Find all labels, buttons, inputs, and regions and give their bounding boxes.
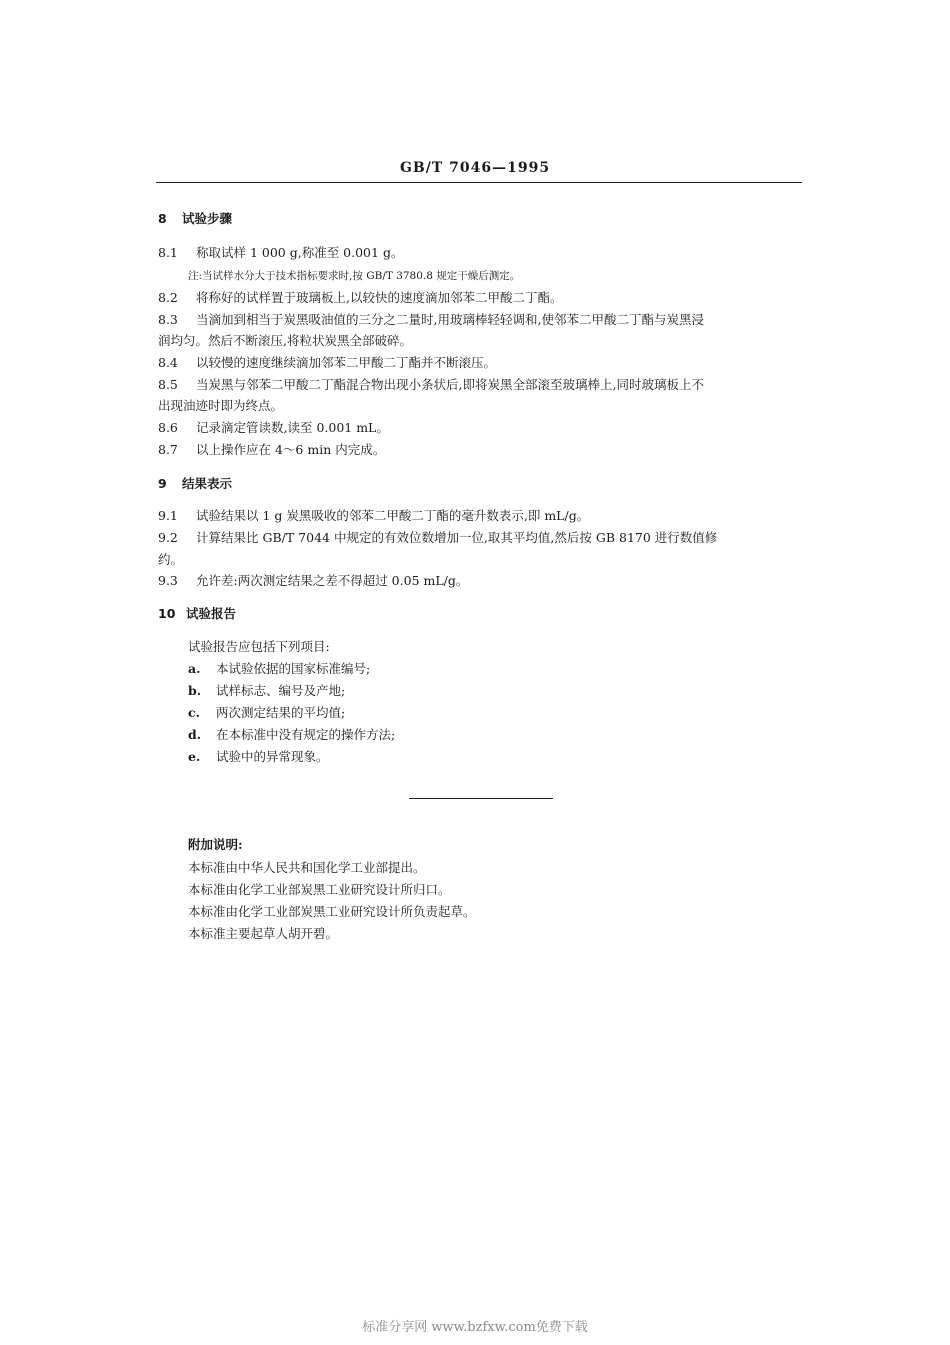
report-item-c	[188, 703, 832, 723]
clause-8-1-note: 注:当试样水分大于技术指标要求时,按 GB/T 3780.8 规定干燥后测定。	[188, 270, 521, 282]
section-divider	[409, 798, 553, 799]
section-title: 结果表示	[182, 476, 233, 491]
clause-number: 9.1	[158, 508, 178, 523]
clause-8-5	[158, 375, 802, 395]
item-label: b.	[188, 683, 202, 698]
clause-number: 8.7	[158, 442, 178, 457]
clause-number: 8.3	[158, 312, 178, 327]
item-text: 试样标志、编号及产地;	[216, 683, 346, 698]
item-label: a.	[188, 661, 201, 676]
item-text: 两次测定结果的平均值;	[216, 705, 346, 720]
report-intro: 试验报告应包括下列项目:	[188, 639, 330, 654]
section-title: 试验报告	[186, 606, 237, 621]
additional-note-line: 本标准由化学工业部炭黑工业研究设计所负责起草。	[188, 904, 476, 919]
clause-text: 将称好的试样置于玻璃板上,以较快的速度滴加邻苯二甲酸二丁酯。	[196, 290, 563, 305]
clause-8-1	[158, 243, 802, 263]
clause-8-7	[158, 440, 802, 460]
item-label: c.	[188, 705, 200, 720]
section-number: 9	[158, 476, 167, 491]
clause-text: 允许差:两次测定结果之差不得超过 0.05 mL/g。	[196, 573, 469, 588]
clause-9-3	[158, 571, 802, 591]
clause-text: 试验结果以 1 g 炭黑吸收的邻苯二甲酸二丁酯的毫升数表示,即 mL/g。	[196, 508, 590, 523]
clause-number: 8.6	[158, 420, 178, 435]
section-title: 试验步骤	[182, 211, 233, 226]
clause-8-2	[158, 288, 802, 308]
clause-text: 记录滴定管读数,读至 0.001 mL。	[196, 420, 389, 435]
clause-9-1	[158, 506, 802, 526]
clause-number: 9.2	[158, 530, 178, 545]
header-rule	[156, 182, 802, 183]
standard-code-header: GB/T 7046—1995	[399, 160, 551, 176]
clause-text: 当滴加到相当于炭黑吸油值的三分之二量时,用玻璃棒轻轻调和,使邻苯二甲酸二丁酯与炭黑浸	[196, 312, 704, 327]
report-item-b	[188, 681, 832, 701]
clause-text: 当炭黑与邻苯二甲酸二丁酯混合物出现小条状后,即将炭黑全部滚至玻璃棒上,同时玻璃板上不	[196, 377, 704, 392]
item-text: 本试验依据的国家标准编号;	[216, 661, 371, 676]
item-text: 在本标准中没有规定的操作方法;	[216, 727, 396, 742]
clause-text: 计算结果比 GB/T 7044 中规定的有效位数增加一位,取其平均值,然后按 GB 8170 进行数值修	[196, 530, 718, 545]
additional-notes-title: 附加说明:	[188, 837, 243, 852]
clause-number: 8.2	[158, 290, 178, 305]
additional-note-line: 本标准由中华人民共和国化学工业部提出。	[188, 860, 426, 875]
clause-text: 以上操作应在 4～6 min 内完成。	[196, 442, 386, 457]
clause-8-5-continued: 出现油迹时即为终点。	[158, 398, 284, 413]
additional-note-line: 本标准主要起草人胡开碧。	[188, 926, 339, 941]
section-number: 8	[158, 211, 167, 226]
clause-8-3-continued: 润均匀。然后不断滚压,将粒状炭黑全部破碎。	[158, 333, 412, 348]
section-8-heading	[158, 209, 802, 229]
clause-8-4	[158, 353, 802, 373]
section-10-heading	[158, 604, 802, 624]
clause-8-3	[158, 310, 802, 330]
clause-9-2	[158, 528, 802, 548]
watermark-footer: 标准分享网 www.bzfxw.com免费下载	[362, 1320, 588, 1335]
item-text: 试验中的异常现象。	[216, 749, 329, 764]
item-label: d.	[188, 727, 202, 742]
report-item-d	[188, 725, 832, 745]
additional-note-line: 本标准由化学工业部炭黑工业研究设计所归口。	[188, 882, 451, 897]
section-number: 10	[158, 606, 176, 621]
section-9-heading	[158, 474, 802, 494]
clause-number: 8.1	[158, 245, 178, 260]
item-label: e.	[188, 749, 201, 764]
report-item-a	[188, 659, 832, 679]
clause-text: 称取试样 1 000 g,称准至 0.001 g。	[196, 245, 404, 260]
clause-8-6	[158, 418, 802, 438]
clause-number: 9.3	[158, 573, 178, 588]
clause-number: 8.4	[158, 355, 178, 370]
clause-text: 以较慢的速度继续滴加邻苯二甲酸二丁酯并不断滚压。	[196, 355, 497, 370]
clause-9-2-continued: 约。	[158, 552, 184, 567]
report-item-e	[188, 747, 832, 767]
clause-number: 8.5	[158, 377, 178, 392]
